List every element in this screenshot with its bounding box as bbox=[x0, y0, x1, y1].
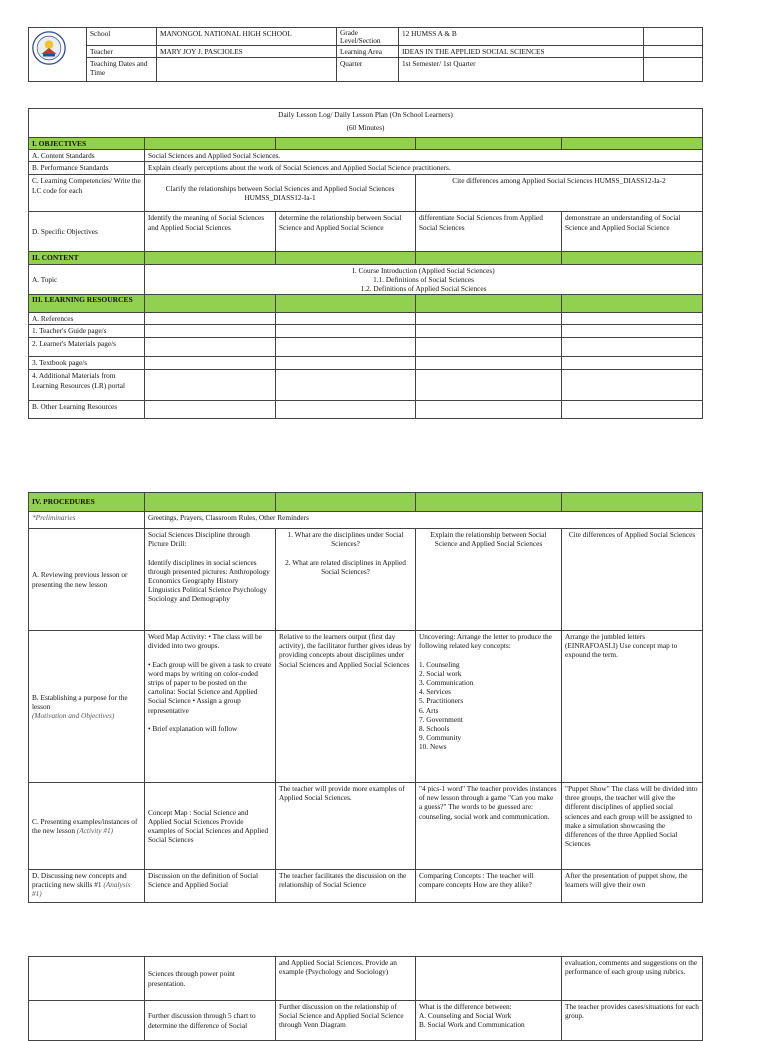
step-c-label: C. Presenting examples/instances of the new lesson bbox=[32, 816, 138, 835]
competency-2: Cite differences among Applied Social Sciences HUMSS_DIASS12-Ia-2 bbox=[416, 175, 703, 212]
topic-3: 1.2. Definitions of Applied Social Sciences bbox=[360, 284, 487, 294]
dll-title-cell bbox=[29, 109, 703, 138]
specific-4: demonstrate an understanding of Social Science and Applied Social Science bbox=[562, 212, 703, 252]
specific-3: differentiate Social Sciences from Applied Social Sciences bbox=[416, 212, 562, 252]
ref-4: 4. Additional Materials from Learning Resources (LR) portal bbox=[29, 370, 145, 401]
step-d-day2: The teacher facilitates the discussion on the relationship of Social Science bbox=[276, 870, 416, 903]
ref-b: B. Other Learning Resources bbox=[29, 401, 145, 419]
grade-label: Grade Level/Section bbox=[337, 28, 399, 46]
step-c-label-cell bbox=[29, 783, 145, 870]
step-c-day1: Concept Map : Social Science and Applied Social Sciences Provide examples of Social Sciences and Applied Social Sciences bbox=[145, 783, 276, 870]
step-b-day2: Relative to the learners output (first day activity), the facilitator further gives ideas by providing concepts about disciplines under Social Sciences and Applied Social Sciences bbox=[276, 631, 416, 783]
area-value: IDEAS IN THE APPLIED SOCIAL SCIENCES bbox=[399, 46, 644, 58]
step-b-label: B. Establishing a purpose for the lesson bbox=[32, 692, 128, 711]
continuation-table bbox=[28, 956, 703, 1041]
step-b-day4: Arrange the jumbled letters (EINRAFOASLI) Use concept map to expound the term. bbox=[562, 631, 703, 783]
content-standards-label: A. Content Standards bbox=[29, 150, 145, 162]
teacher-label: Teacher bbox=[87, 46, 157, 58]
topic-1: I. Course Introduction (Applied Social Sciences) bbox=[352, 265, 495, 275]
cont-row1-day4: evaluation, comments and suggestions on the performance of each group using rubrics. bbox=[562, 957, 703, 1001]
ref-1: 1. Teacher's Guide page/s bbox=[29, 325, 145, 338]
step-b-note: (Motivation and Objectives) bbox=[32, 711, 115, 721]
step-c-day3: "4 pics-1 word" The teacher provides instances of new lesson through a game "Can you make a guess?" The words to be guessed are: counseling, social work and communication. bbox=[416, 783, 562, 870]
school-label: School bbox=[87, 28, 157, 46]
school-value: MANONGOL NATIONAL HIGH SCHOOL bbox=[157, 28, 337, 46]
competency-1: Clarify the relationships between Social Sciences and Applied Social Sciences HUMSS_DIASS12-Ia-1 bbox=[145, 175, 416, 212]
step-c-day4: "Puppet Show" The class will be divided into three groups, the teacher will give the different disciplines of applied social sciences and each group will be assigned to make a simulation showcasing the differences of the three Applied Social Sciences bbox=[562, 783, 703, 870]
specific-2: determine the relationship between Social Science and Applied Social Science bbox=[276, 212, 416, 252]
content-standards-value: Social Sciences and Applied Social Sciences. bbox=[145, 150, 703, 162]
step-a-day1: Social Sciences Discipline through Picture Drill: Identify disciplines in social sciences through presented pictures: Anthropology Economics Geography History Linguistics Political Science Psychology Sociology and Demography bbox=[145, 529, 276, 631]
preliminaries-label: *Preliminaries bbox=[29, 512, 145, 529]
procedures-table bbox=[28, 492, 703, 903]
performance-value: Explain clearly perceptions about the work of Social Sciences and Applied Social Science practitioners. bbox=[145, 162, 703, 175]
area-label: Learning Area bbox=[337, 46, 399, 58]
cont-row1-day2: and Applied Social Sciences. Provide an example (Psychology and Sociology) bbox=[276, 957, 416, 1001]
specific-1: Identify the meaning of Social Sciences and Applied Social Sciences bbox=[145, 212, 276, 252]
dll-duration: (60 Minutes) bbox=[346, 123, 385, 133]
ref-3: 3. Textbook page/s bbox=[29, 357, 145, 370]
dates-label: Teaching Dates and Time bbox=[87, 58, 157, 82]
logo-cell bbox=[29, 28, 87, 82]
cont-row2-day1: Further discussion through 5 chart to determine the difference of Social bbox=[145, 1001, 276, 1041]
dll-title: Daily Lesson Log/ Daily Lesson Plan (On School Learners) bbox=[278, 110, 453, 119]
step-a-day2: 1. What are the disciplines under Social Sciences? 2. What are related disciplines in Applied Social Sciences? bbox=[276, 529, 416, 631]
step-c-note: (Activity #1) bbox=[76, 826, 114, 835]
step-c-day2: The teacher will provide more examples of Applied Social Sciences. bbox=[276, 783, 416, 870]
teacher-value: MARY JOY J. PASCIOLES bbox=[157, 46, 337, 58]
quarter-value: 1st Semester/ 1st Quarter bbox=[399, 58, 644, 82]
objectives-heading: I. OBJECTIVES bbox=[29, 138, 145, 150]
preliminaries-value: Greetings, Prayers, Classroom Rules, Other Reminders bbox=[145, 512, 703, 529]
specific-label: D. Specific Objectives bbox=[29, 212, 145, 252]
performance-label: B. Performance Standards bbox=[29, 162, 145, 175]
step-d-label-cell bbox=[29, 870, 145, 903]
cont-row2-day2: Further discussion on the relationship of Social Science and Applied Social Science through Venn Diagram bbox=[276, 1001, 416, 1041]
topic-label: A. Topic bbox=[29, 264, 145, 295]
header-table bbox=[28, 27, 703, 82]
step-d-label: D. Discussing new concepts and practicing new skills #1 bbox=[32, 871, 127, 890]
step-b-day3: Uncovering: Arrange the letter to produce the following related key concepts: 1. Counseling 2. Social work 3. Communication 4. Services 5. Practitioners 6. Arts 7. Government 8. Schools 9. Community 10. News bbox=[416, 631, 562, 783]
step-a-day4: Cite differences of Applied Social Sciences bbox=[562, 529, 703, 631]
cont-row1-day1: Sciences through power point presentation. bbox=[145, 957, 276, 1001]
deped-seal-logo bbox=[32, 31, 66, 65]
quarter-label: Quarter bbox=[337, 58, 399, 82]
step-d-note: (Analysis #1) bbox=[32, 880, 131, 899]
references-label: A. References bbox=[29, 313, 145, 325]
step-d-day3: Comparing Concepts : The teacher will compare concepts How are they alike? bbox=[416, 870, 562, 903]
step-d-day4: After the presentation of puppet show, the learners will give their own bbox=[562, 870, 703, 903]
step-a-day3: Explain the relationship between Social Science and Applied Social Sciences bbox=[416, 529, 562, 631]
step-b-day1: Word Map Activity: • The class will be divided into two groups. • Each group will be given a task to create word maps by writing on color-coded strips of paper to be posted on the cartolina: Social Science and Applied Social Science • Assign a group representative • Brief explanation will follow bbox=[145, 631, 276, 783]
procedures-heading: IV. PROCEDURES bbox=[29, 493, 145, 512]
resources-heading: III. LEARNING RESOURCES bbox=[29, 295, 145, 313]
step-b-label-cell bbox=[29, 631, 145, 783]
content-heading: II. CONTENT bbox=[29, 252, 145, 264]
cont-row2-day4: The teacher provides cases/situations for each group. bbox=[562, 1001, 703, 1041]
dll-table bbox=[28, 108, 703, 419]
cont-row2-day3: What is the difference between: A. Counseling and Social Work B. Social Work and Communication bbox=[416, 1001, 562, 1041]
step-d-day1: Discussion on the definition of Social Science and Applied Social bbox=[145, 870, 276, 903]
step-a-label: A. Reviewing previous lesson or presenting the new lesson bbox=[29, 529, 145, 631]
ref-2: 2. Learner's Materials page/s bbox=[29, 338, 145, 357]
competencies-label: C. Learning Competencies/ Write the LC code for each bbox=[29, 175, 145, 212]
grade-value: 12 HUMSS A & B bbox=[399, 28, 644, 46]
topic-2: 1.1. Definitions of Social Sciences bbox=[373, 274, 474, 284]
topic-cell bbox=[145, 264, 703, 295]
